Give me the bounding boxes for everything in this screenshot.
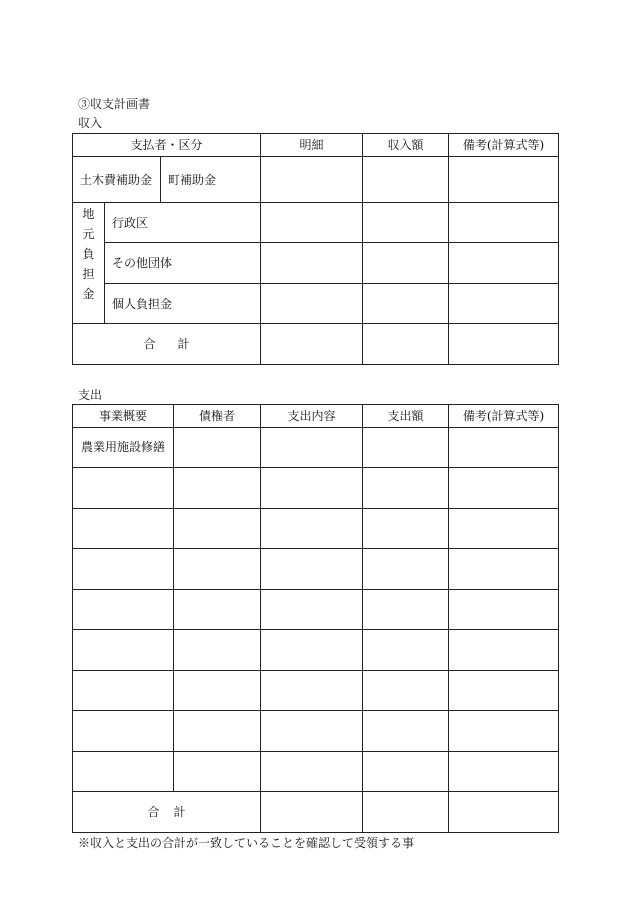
- expense-total-content-cell[interactable]: [261, 792, 363, 833]
- individual-detail-cell[interactable]: [261, 284, 363, 324]
- expense-summary-cell[interactable]: [73, 630, 174, 671]
- table-row: [73, 711, 559, 752]
- expense-creditor-cell[interactable]: [174, 428, 261, 468]
- expense-content-cell[interactable]: [261, 549, 363, 590]
- table-row: [73, 671, 559, 711]
- district-detail-cell[interactable]: [261, 203, 363, 243]
- table-row: [73, 549, 559, 590]
- expense-table: [72, 404, 559, 833]
- income-label: 収入: [78, 116, 103, 130]
- expense-amount-cell[interactable]: [363, 752, 449, 792]
- expense-creditor-cell[interactable]: [174, 509, 261, 549]
- expense-creditor-cell[interactable]: [174, 630, 261, 671]
- other-groups-remarks-cell[interactable]: [449, 243, 559, 284]
- expense-amount-cell[interactable]: [363, 590, 449, 630]
- income-total-detail-cell[interactable]: [261, 324, 363, 365]
- expense-content-cell[interactable]: [261, 711, 363, 752]
- income-total-label: 合 計: [73, 324, 261, 365]
- subsidy-detail-cell[interactable]: [261, 157, 363, 203]
- expense-summary-cell[interactable]: [73, 509, 174, 549]
- expense-remarks-cell[interactable]: [449, 468, 559, 509]
- table-row: [73, 509, 559, 549]
- expense-creditor-cell[interactable]: [174, 590, 261, 630]
- income-total-remarks-cell[interactable]: [449, 324, 559, 365]
- expense-total-remarks-cell[interactable]: [449, 792, 559, 833]
- table-row: [73, 468, 559, 509]
- subsidy-payer-cell: 土木費補助金: [73, 157, 161, 203]
- expense-total-amount-cell[interactable]: [363, 792, 449, 833]
- expense-header-creditor: 債権者: [174, 405, 261, 428]
- expense-remarks-cell[interactable]: [449, 428, 559, 468]
- table-row: [73, 752, 559, 792]
- subsidy-remarks-cell[interactable]: [449, 157, 559, 203]
- expense-summary-cell: 農業用施設修繕: [73, 428, 174, 468]
- expense-total-label: 合 計: [73, 792, 261, 833]
- expense-remarks-cell[interactable]: [449, 630, 559, 671]
- income-total-amount-cell[interactable]: [363, 324, 449, 365]
- local-row-district: 行政区: [105, 203, 261, 243]
- other-groups-amount-cell[interactable]: [363, 243, 449, 284]
- income-header-payer: 支払者・区分: [73, 134, 261, 157]
- expense-summary-cell[interactable]: [73, 590, 174, 630]
- expense-content-cell[interactable]: [261, 671, 363, 711]
- expense-summary-cell[interactable]: [73, 671, 174, 711]
- expense-amount-cell[interactable]: [363, 428, 449, 468]
- expense-header-content: 支出内容: [261, 405, 363, 428]
- income-table: [72, 133, 559, 365]
- other-groups-detail-cell[interactable]: [261, 243, 363, 284]
- income-header-amount: 収入額: [363, 134, 449, 157]
- expense-creditor-cell[interactable]: [174, 752, 261, 792]
- subsidy-category-cell: 町補助金: [161, 157, 261, 203]
- individual-remarks-cell[interactable]: [449, 284, 559, 324]
- expense-summary-cell[interactable]: [73, 711, 174, 752]
- local-burden-label: 地 元 負 担 金: [73, 203, 105, 324]
- expense-summary-cell[interactable]: [73, 468, 174, 509]
- expense-header-remarks: 備考(計算式等): [449, 405, 559, 428]
- expense-remarks-cell[interactable]: [449, 590, 559, 630]
- expense-summary-cell[interactable]: [73, 549, 174, 590]
- footer-note: ※収入と支出の合計が一致していることを確認して受領する事: [78, 836, 415, 850]
- expense-remarks-cell[interactable]: [449, 752, 559, 792]
- income-header-remarks: 備考(計算式等): [449, 134, 559, 157]
- expense-remarks-cell[interactable]: [449, 509, 559, 549]
- district-amount-cell[interactable]: [363, 203, 449, 243]
- expense-header-amount: 支出額: [363, 405, 449, 428]
- table-row: [73, 428, 559, 468]
- individual-amount-cell[interactable]: [363, 284, 449, 324]
- expense-amount-cell[interactable]: [363, 630, 449, 671]
- expense-remarks-cell[interactable]: [449, 549, 559, 590]
- subsidy-amount-cell[interactable]: [363, 157, 449, 203]
- expense-amount-cell[interactable]: [363, 468, 449, 509]
- expense-creditor-cell[interactable]: [174, 549, 261, 590]
- expense-amount-cell[interactable]: [363, 711, 449, 752]
- income-header-detail: 明細: [261, 134, 363, 157]
- expense-amount-cell[interactable]: [363, 509, 449, 549]
- expense-amount-cell[interactable]: [363, 549, 449, 590]
- page-title: ③収支計画書: [78, 97, 151, 111]
- expense-content-cell[interactable]: [261, 509, 363, 549]
- expense-label: 支出: [78, 388, 103, 402]
- expense-header-summary: 事業概要: [73, 405, 174, 428]
- district-remarks-cell[interactable]: [449, 203, 559, 243]
- expense-summary-cell[interactable]: [73, 752, 174, 792]
- table-row: [73, 630, 559, 671]
- table-row: [73, 590, 559, 630]
- expense-content-cell[interactable]: [261, 590, 363, 630]
- expense-content-cell[interactable]: [261, 468, 363, 509]
- expense-creditor-cell[interactable]: [174, 468, 261, 509]
- expense-creditor-cell[interactable]: [174, 671, 261, 711]
- expense-remarks-cell[interactable]: [449, 711, 559, 752]
- expense-content-cell[interactable]: [261, 752, 363, 792]
- local-row-other-groups: その他団体: [105, 243, 261, 284]
- expense-content-cell[interactable]: [261, 630, 363, 671]
- expense-remarks-cell[interactable]: [449, 671, 559, 711]
- expense-content-cell[interactable]: [261, 428, 363, 468]
- local-row-individual: 個人負担金: [105, 284, 261, 324]
- expense-creditor-cell[interactable]: [174, 711, 261, 752]
- expense-amount-cell[interactable]: [363, 671, 449, 711]
